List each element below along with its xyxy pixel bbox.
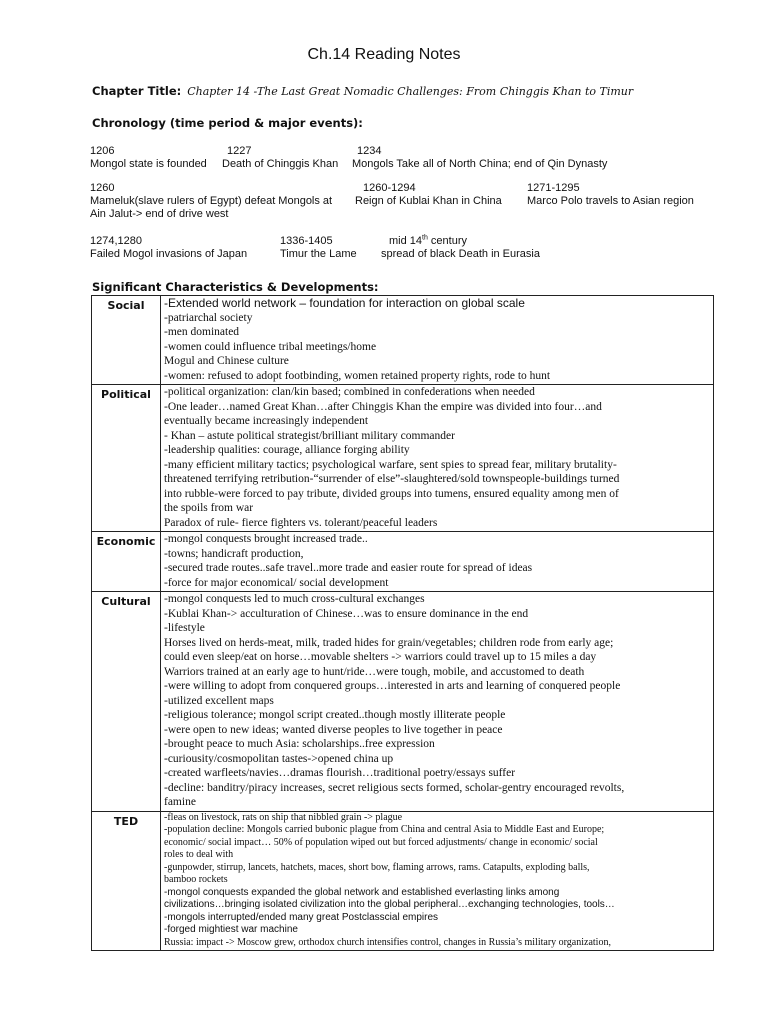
chapter-title-label: Chapter Title: <box>92 84 182 98</box>
note-line: -forged mightiest war machine <box>164 924 298 935</box>
note-line: -mongol conquests expanded the global network and established everlasting links among <box>164 886 560 898</box>
page-title: Ch.14 Reading Notes <box>307 46 461 63</box>
chronology-event <box>90 182 332 221</box>
chronology-event <box>90 235 247 261</box>
note-line: -women: refused to adopt footbinding, women retained property rights, rode to hunt <box>164 369 551 382</box>
characteristics-table <box>91 295 714 951</box>
event-description: Timur the Lame <box>280 248 357 260</box>
note-line: civilizations…bringing isolated civilization into the global peripheral…exchanging technologies, tools… <box>164 899 615 910</box>
note-line: -Kublai Khan-> acculturation of Chinese…was to ensure dominance in the end <box>164 607 529 620</box>
chronology-event <box>280 235 357 261</box>
note-line: -leadership qualities: courage, alliance forging ability <box>164 444 410 456</box>
note-line: eventually became increasingly independent <box>164 415 369 427</box>
chronology-heading: Chronology (time period & major events): <box>92 116 363 130</box>
category-notes <box>161 296 714 385</box>
note-line: -population decline: Mongols carried bubonic plague from China and central Asia to Middle East and Europe; <box>164 824 605 835</box>
note-line: economic/ social impact… 50% of population wiped out but forced adjustments/ change in economic/ social <box>164 836 598 848</box>
event-description: Marco Polo travels to Asian region <box>527 195 694 207</box>
note-line: -decline: banditry/piracy increases, secret religious sects formed, scholar-gentry encouraged revolts, <box>164 781 625 794</box>
chapter-title-row <box>92 84 633 98</box>
note-line: -political organization: clan/kin based; combined in confederations when needed <box>164 386 535 398</box>
event-description: Mongols Take all of North China; end of Qin Dynasty <box>352 158 608 170</box>
note-line: Paradox of rule- fierce fighters vs. tolerant/peaceful leaders <box>164 516 438 529</box>
event-year: 1336-1405 <box>280 235 333 247</box>
event-year: 1260-1294 <box>363 182 416 194</box>
event-description: Mameluk(slave rulers of Egypt) defeat Mongols at <box>90 195 333 207</box>
chronology-event <box>527 182 694 208</box>
note-line: -gunpowder, stirrup, lancets, hatchets, maces, short bow, flaming arrows, rams. Catapults, exploding balls, <box>164 861 590 873</box>
note-line: -created warfleets/navies…dramas flourish…traditional poetry/essays suffer <box>164 767 516 779</box>
note-line: -secured trade routes..safe travel..more trade and easier route for spread of ideas <box>164 562 533 574</box>
note-line: -brought peace to much Asia: scholarships..free expression <box>164 738 435 750</box>
note-line: Mogul and Chinese culture <box>164 355 289 367</box>
note-line: Russia: impact -> Moscow grew, orthodox church intensifies control, changes in Russia’s military organization, <box>164 936 611 948</box>
note-line: -mongols interrupted/ended many great Postclasscial empires <box>164 911 439 923</box>
note-line: into rubble-were forced to pay tribute, divided groups into tumens, ensured equality among men of <box>164 487 619 500</box>
note-line: bamboo rockets <box>164 874 228 885</box>
chronology-event <box>222 145 338 171</box>
note-line: could even sleep/eat on horse…movable shelters -> warriors could travel up to 15 miles a day <box>164 651 597 663</box>
note-line: -many efficient military tactics; psychological warfare, sent spies to spread fear, military brutality- <box>164 458 617 471</box>
event-year: 1271-1295 <box>527 182 580 194</box>
note-line: Horses lived on herds-meat, milk, traded hides for grain/vegetables; children rode from early age; <box>164 636 614 649</box>
note-line: -fleas on livestock, rats on ship that nibbled grain -> plague <box>164 811 403 823</box>
category-notes <box>161 385 714 532</box>
event-description: Mongol state is founded <box>90 158 207 170</box>
note-line: -Extended world network – foundation for interaction on global scale <box>164 296 525 310</box>
table-row-political <box>92 385 714 532</box>
note-line: famine <box>164 796 196 808</box>
note-line: roles to deal with <box>164 849 234 860</box>
chronology-event <box>381 235 540 261</box>
event-year: 1260 <box>90 182 115 194</box>
note-line: -women could influence tribal meetings/home <box>164 340 377 353</box>
category-notes <box>161 532 714 592</box>
note-line: -towns; handicraft production, <box>164 547 304 560</box>
note-line: -men dominated <box>164 326 240 338</box>
note-line: -mongol conquests led to much cross-cultural exchanges <box>164 593 425 605</box>
note-line: threatened terrifying retribution-“surrender of else”-slaughtered/sold townspeople-buildings turned <box>164 473 620 485</box>
note-line: -lifestyle <box>164 622 205 634</box>
table-row-cultural <box>92 592 714 812</box>
category-label: Cultural <box>92 592 161 812</box>
event-year: 1206 <box>90 145 115 157</box>
significant-heading: Significant Characteristics & Developments: <box>92 280 379 294</box>
chronology-event <box>355 182 502 208</box>
category-label: Political <box>92 385 161 532</box>
note-line: -were open to new ideas; wanted diverse peoples to live together in peace <box>164 723 503 736</box>
event-description-continued: Ain Jalut-> end of drive west <box>90 208 229 220</box>
category-notes <box>161 592 714 812</box>
chronology-event <box>352 145 607 171</box>
category-label: Social <box>92 296 161 385</box>
note-line: -religious tolerance; mongol script created..though mostly illiterate people <box>164 709 506 721</box>
event-year: 1234 <box>357 145 382 157</box>
note-line: -were willing to adopt from conquered groups…interested in arts and learning of conquered people <box>164 680 621 692</box>
note-line: -mongol conquests brought increased trade.. <box>164 533 368 545</box>
table-row-social <box>92 296 714 385</box>
event-description: Death of Chinggis Khan <box>222 158 339 170</box>
category-notes <box>161 811 714 951</box>
event-year: mid 14th century <box>389 234 468 247</box>
table-row-economic <box>92 532 714 592</box>
note-line: Warriors trained at an early age to hunt/ride…were tough, mobile, and accustomed to death <box>164 665 585 678</box>
note-line: - Khan – astute political strategist/brilliant military commander <box>164 429 455 442</box>
event-year: 1227 <box>227 145 252 157</box>
chronology-event <box>90 145 207 171</box>
chapter-title-value: Chapter 14 -The Last Great Nomadic Challenges: From Chinggis Khan to Timur <box>187 85 634 98</box>
category-label: Economic <box>92 532 161 592</box>
note-line: the spoils from war <box>164 502 254 514</box>
event-year: 1274,1280 <box>90 235 142 247</box>
note-line: -One leader…named Great Khan…after Chinggis Khan the empire was divided into four…and <box>164 400 602 413</box>
note-line: -patriarchal society <box>164 311 253 324</box>
event-description: Reign of Kublai Khan in China <box>355 195 502 207</box>
note-line: -utilized excellent maps <box>164 694 274 707</box>
note-line: -force for major economical/ social development <box>164 576 389 589</box>
table-row-ted <box>92 811 714 951</box>
event-description: Failed Mogol invasions of Japan <box>90 248 248 260</box>
note-line: -curiousity/cosmopolitan tastes->opened china up <box>164 752 394 765</box>
event-description: spread of black Death in Eurasia <box>381 248 540 260</box>
category-label: TED <box>92 811 161 951</box>
